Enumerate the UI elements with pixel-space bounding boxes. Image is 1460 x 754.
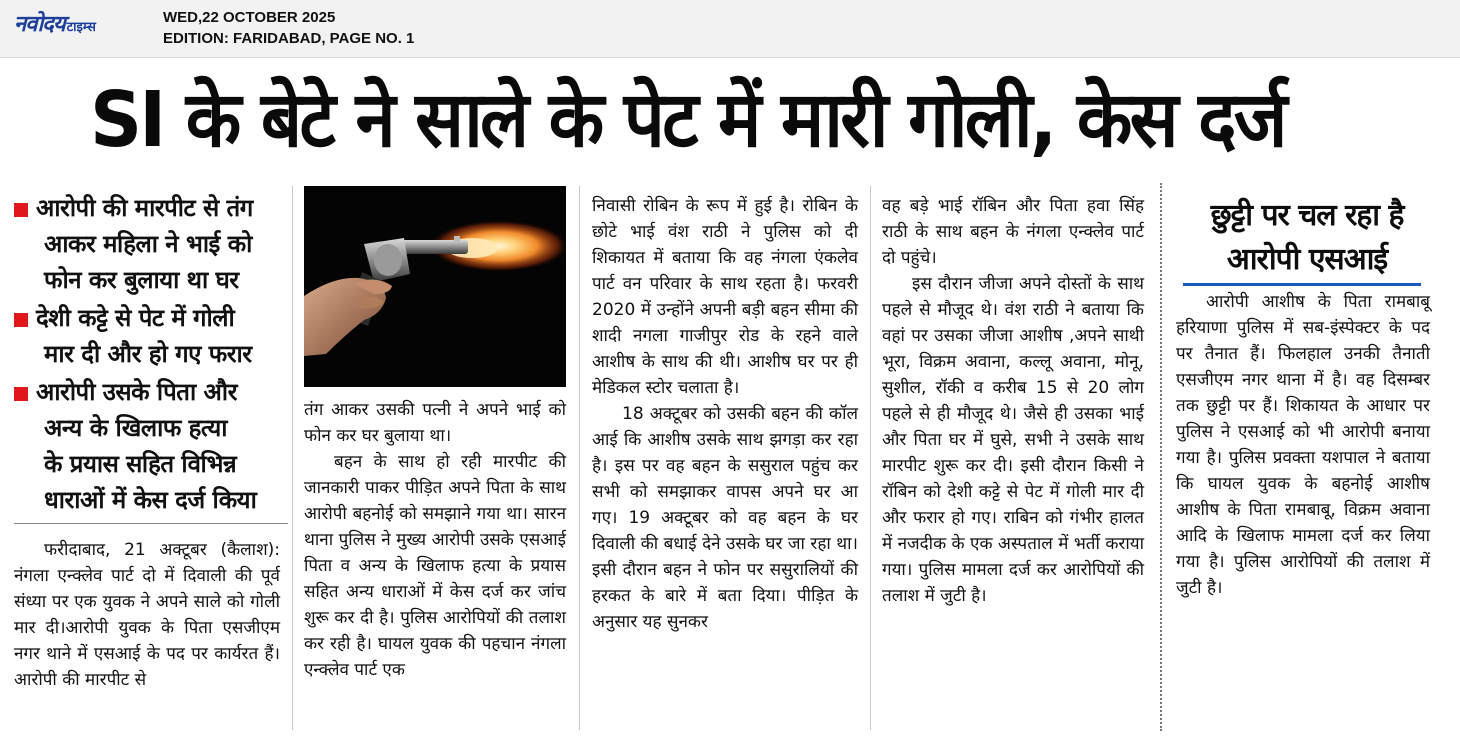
red-square-bullet-icon xyxy=(14,203,28,217)
logo-main-text: नवोदय xyxy=(14,12,65,37)
highlights-box xyxy=(14,190,290,520)
logo-sub-text: टाइम्स xyxy=(66,20,96,35)
highlight-line: देशी कट्टे से पेट में गोली xyxy=(36,304,235,332)
sidebar-heading xyxy=(1172,194,1442,282)
article-column-3 xyxy=(592,193,858,635)
column-divider xyxy=(870,186,871,730)
highlight-text xyxy=(36,190,253,298)
highlight-item xyxy=(14,374,290,518)
article-paragraph: इस दौरान जीजा अपने दोस्तों के साथ पहले से मौजूद थे। वंश राठी ने बताया कि वहां पर उसका जीजा आशीष ,अपने साथी भूरा, विक्रम अवाना, कल्लू अवाना, मोनू, सुशील, रॉकी व करीब 15 से 20 लोग पहले से ही मौजूद थे। जैसे ही उसका भाई और पिता घर में घुसे, सभी ने उसके साथ मारपीट शुरू कर दी। इसी दौरान किसी ने रॉबिन को देशी कट्टे से पेट में गोली मार दी और फरार हो गए। राबिन को गंभीर हालत में नजदीक के एक अस्पताल में भर्ती कराया गया। पुलिस मामला दर्ज कर आरोपियों की तलाश में जुटी है। xyxy=(882,274,1144,606)
highlight-line: के प्रयास सहित विभिन्न xyxy=(44,450,237,478)
column-divider xyxy=(579,186,580,730)
article-column-2 xyxy=(304,397,566,683)
red-square-bullet-icon xyxy=(14,313,28,327)
article-paragraph: निवासी रोबिन के रूप में हुई है। रोबिन के छोटे भाई वंश राठी ने पुलिस को दी शिकायत में बताया कि वह नंगला एंकलेव पार्ट वन परिवार के साथ रहता है। फरवरी 2020 में उन्होंने अपनी बड़ी बहन सीमा की शादी नगला गाजीपुर रोड के रहने वाले आशीष के साथ की थी। आशीष घर पर ही मेडिकल स्टोर चलाता है। xyxy=(592,196,858,398)
revolver-icon xyxy=(304,186,566,387)
highlight-line: आकर महिला ने भाई को xyxy=(44,230,252,258)
highlight-line: धाराओं में केस दर्ज किया xyxy=(44,486,257,514)
highlight-line: आरोपी की मारपीट से तंग xyxy=(36,194,253,222)
highlight-line: मार दी और हो गए फरार xyxy=(44,340,252,368)
red-square-bullet-icon xyxy=(14,387,28,401)
sidebar-divider xyxy=(1160,183,1162,731)
masthead-bar xyxy=(0,0,1460,58)
highlight-line: आरोपी उसके पिता और xyxy=(36,378,237,406)
edition-info: EDITION: FARIDABAD, PAGE NO. 1 xyxy=(163,30,415,47)
column-divider xyxy=(292,186,293,730)
article-paragraph: फरीदाबाद, 21 अक्टूबर (कैलाश): नंगला एन्क्लेव पार्ट दो में दिवाली की पूर्व संध्या पर एक युवक ने अपने साले को गोली मार दी।आरोपी युवक के पिता एसजीएम नगर थाने में एसआई के पद पर कार्यरत हैं। आरोपी की मारपीट से xyxy=(14,540,280,690)
highlight-line: अन्य के खिलाफ हत्या xyxy=(44,414,228,442)
sidebar-heading-line: छुट्टी पर चल रहा है xyxy=(1210,198,1404,233)
highlight-item xyxy=(14,300,290,372)
issue-date: WED,22 OCTOBER 2025 xyxy=(163,9,336,26)
highlight-text xyxy=(36,300,252,372)
sidebar-heading-underline xyxy=(1183,283,1421,286)
gun-firing-photo[interactable] xyxy=(304,186,566,387)
highlights-divider xyxy=(14,523,288,524)
newspaper-logo[interactable] xyxy=(14,8,96,37)
article-paragraph: वह बड़े भाई रॉबिन और पिता हवा सिंह राठी के साथ बहन के नंगला एन्क्लेव पार्ट दो पहुंचे। xyxy=(882,196,1144,268)
highlight-item xyxy=(14,190,290,298)
article-paragraph: तंग आकर उसकी पत्नी ने अपने भाई को फोन कर घर बुलाया था। xyxy=(304,400,566,446)
sidebar-text-box xyxy=(1176,289,1430,601)
highlight-line: फोन कर बुलाया था घर xyxy=(44,266,239,294)
article-paragraph: 18 अक्टूबर को उसकी बहन की कॉल आई कि आशीष उसके साथ झगड़ा कर रहा है। इस पर वह बहन के ससुराल पहुंच कर सभी को समझाकर वापस अपने घर आ गए। 19 अक्टूबर को वह बहन के घर दिवाली की बधाई देने उसके घर जा रहा था। इसी दौरान बहन ने फोन पर ससुरालियों की हरकत के बारे में बता दिया। पीड़ित के अनुसार यह सुनकर xyxy=(592,404,858,632)
sidebar-paragraph: आरोपी आशीष के पिता रामबाबू हरियाणा पुलिस में सब-इंस्पेक्टर के पद पर तैनात हैं। फिलहाल उनकी तैनाती एसजीएम नगर थाना में है। वह दिसम्बर तक छुट्टी पर हैं। शिकायत के आधार पर पुलिस ने एसआई को भी आरोपी बनाया गया है। पुलिस प्रवक्ता यशपाल ने बताया कि घायल युवक के बहनोई आशीष आशीष के पिता रामबाबू, विक्रम अवाना आदि के खिलाफ मामला दर्ज कर लिया गया है। पुलिस आरोपियों की तलाश में जुटी है। xyxy=(1176,292,1430,598)
article-paragraph: बहन के साथ हो रही मारपीट की जानकारी पाकर पीड़ित अपने पिता के साथ आरोपी बहनोई को समझाने गया था। सारन थाना पुलिस ने मुख्य आरोपी उसके एसआई पिता व अन्य के खिलाफ हत्या के प्रयास सहित अन्य धाराओं में केस दर्ज कर जांच शुरू कर दी है। पुलिस आरोपियों की तलाश कर रही है। घायल युवक की पहचान नंगला एन्क्लेव पार्ट एक xyxy=(304,452,566,680)
article-column-1 xyxy=(14,537,280,693)
article-column-4 xyxy=(882,193,1144,609)
sidebar-heading-line: आरोपी एसआई xyxy=(1226,242,1388,277)
page-headline: SI के बेटे ने साले के पेट में मारी गोली, केस दर्ज xyxy=(89,76,1285,165)
highlight-text xyxy=(36,374,256,518)
